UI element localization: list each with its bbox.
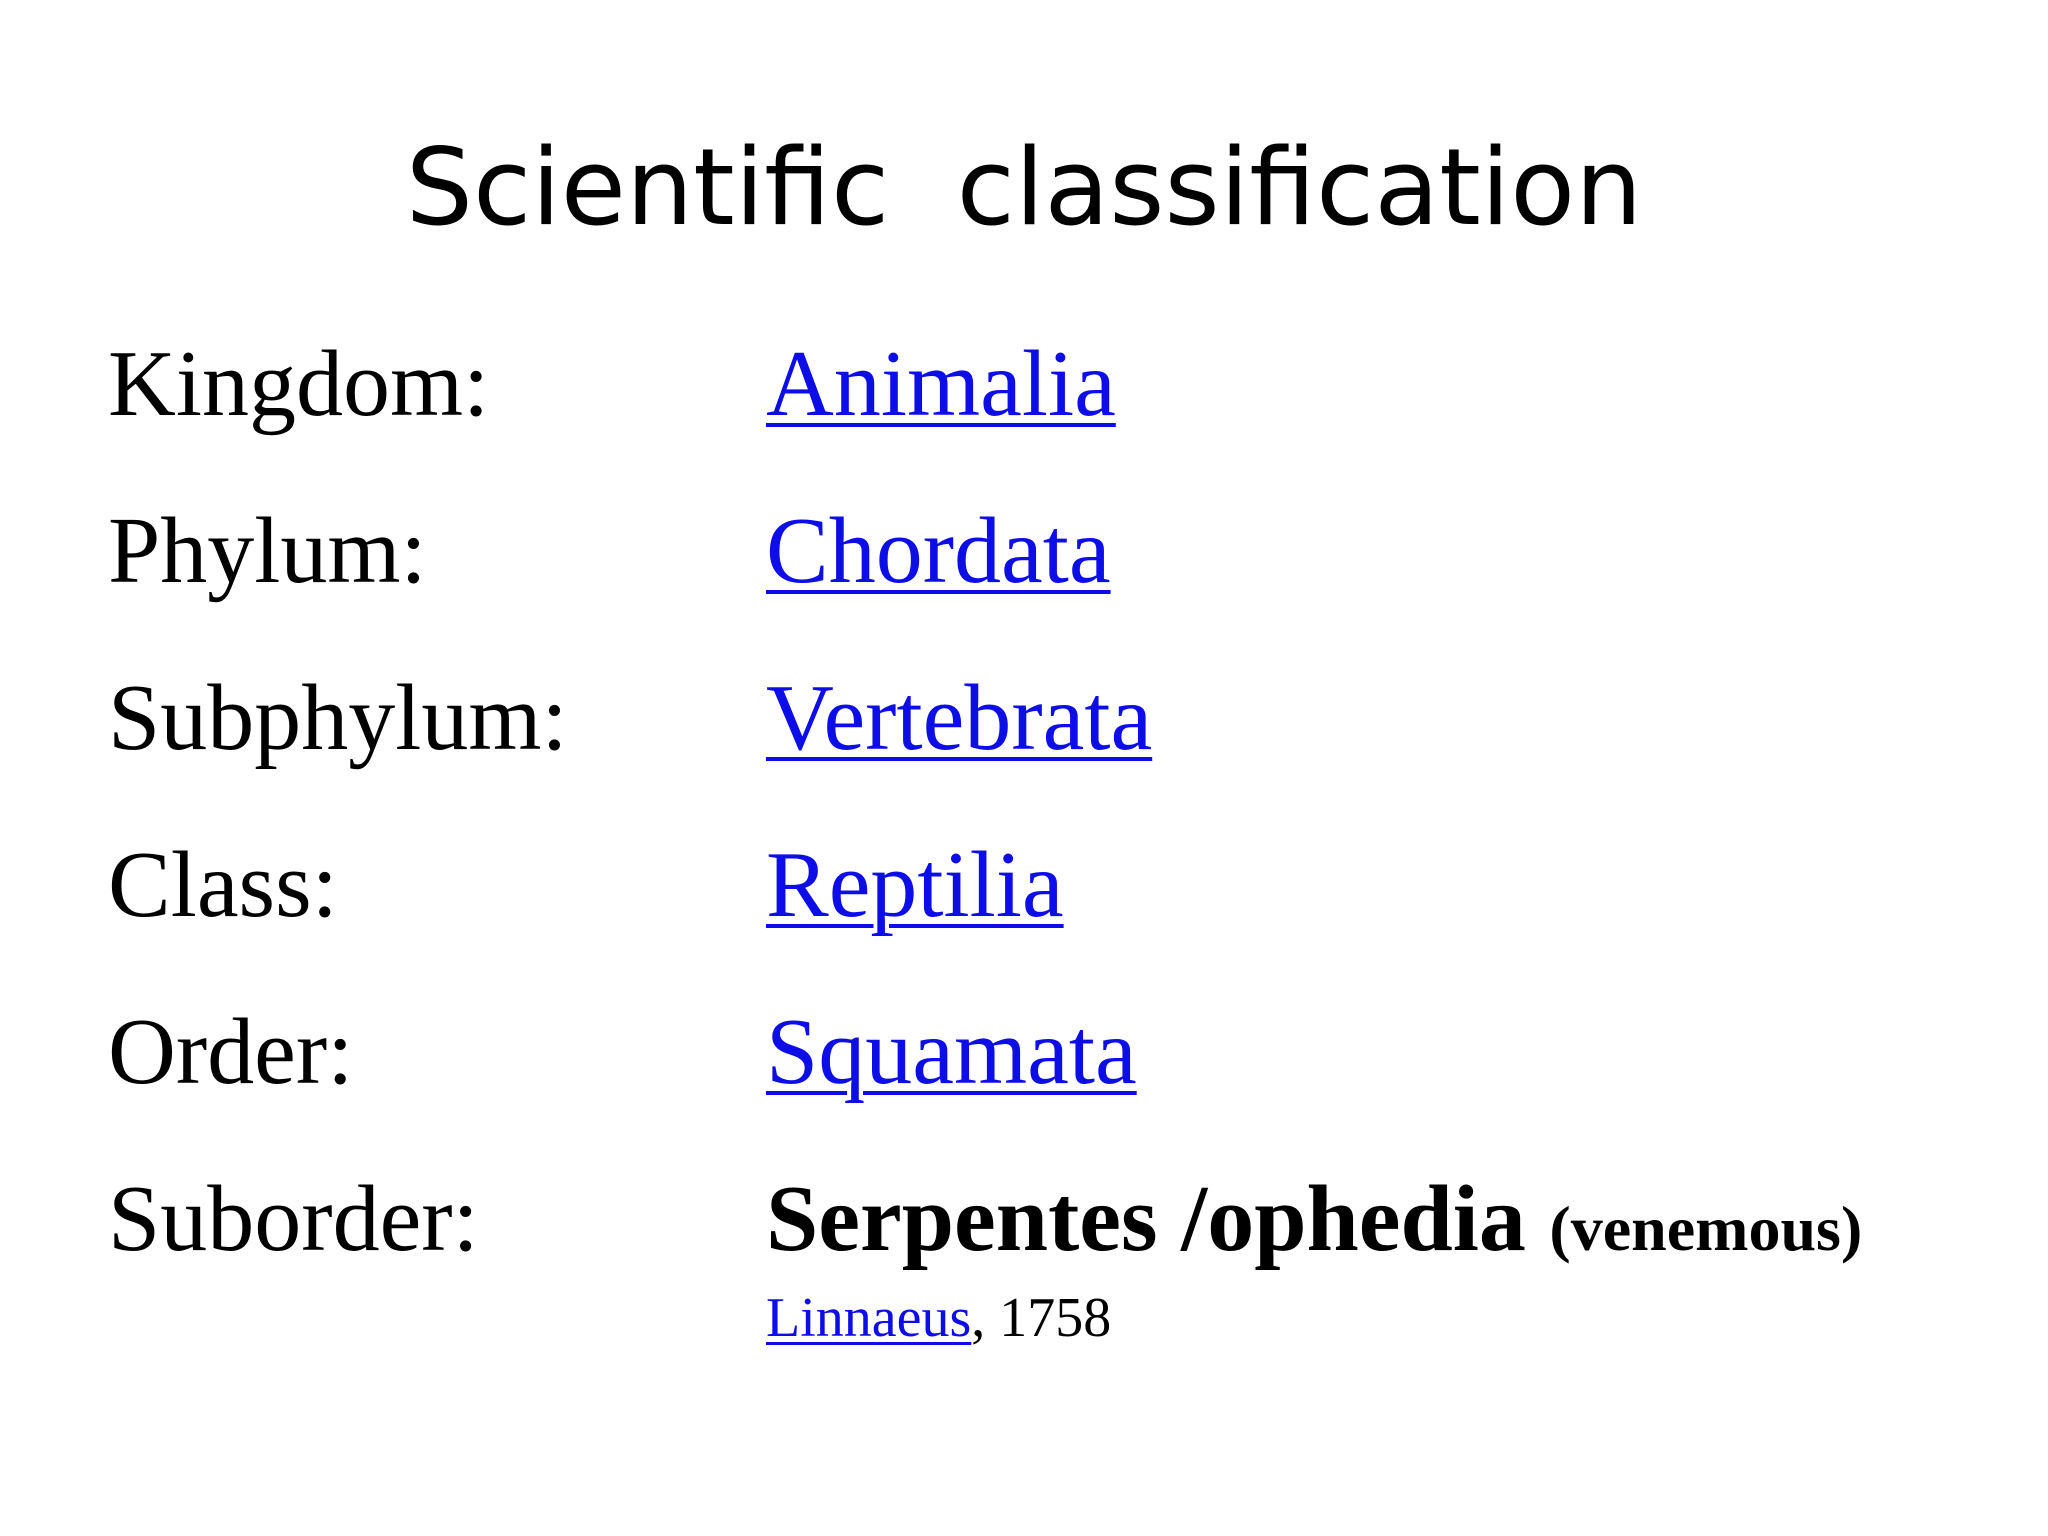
classification-row-class <box>0 829 2048 949</box>
rank-label: Kingdom: <box>108 332 490 436</box>
taxon-value <box>766 829 1064 942</box>
taxon-value <box>766 996 1137 1109</box>
taxon-link-vertebrata[interactable]: Vertebrata <box>766 666 1153 770</box>
classification-row-subphylum <box>0 662 2048 782</box>
classification-row-kingdom <box>0 328 2048 448</box>
authority-link-linnaeus[interactable]: Linnaeus <box>766 1287 972 1349</box>
rank-label: Phylum: <box>108 499 427 603</box>
taxon-link-squamata[interactable]: Squamata <box>766 1000 1137 1104</box>
taxon-value <box>766 662 1152 775</box>
slide-title: Scientific classification <box>405 126 1643 249</box>
rank-label: Order: <box>108 1000 354 1104</box>
suborder-name: Serpentes /ophedia <box>766 1167 1526 1271</box>
taxon-authority <box>766 1285 1111 1352</box>
taxon-link-animalia[interactable]: Animalia <box>766 332 1116 436</box>
classification-row-order <box>0 996 2048 1116</box>
authority-year: , 1758 <box>971 1287 1112 1349</box>
rank-label: Subphylum: <box>108 666 568 770</box>
rank-label: Class: <box>108 833 338 937</box>
taxon-value <box>766 495 1111 608</box>
classification-row-phylum <box>0 495 2048 615</box>
classification-row-suborder <box>0 1163 2048 1283</box>
taxon-value <box>766 328 1116 441</box>
rank-label: Suborder: <box>108 1167 479 1271</box>
taxon-link-reptilia[interactable]: Reptilia <box>766 833 1064 937</box>
taxon-value <box>766 1163 1862 1276</box>
taxon-link-chordata[interactable]: Chordata <box>766 499 1111 603</box>
suborder-note: (venemous) <box>1549 1193 1863 1264</box>
